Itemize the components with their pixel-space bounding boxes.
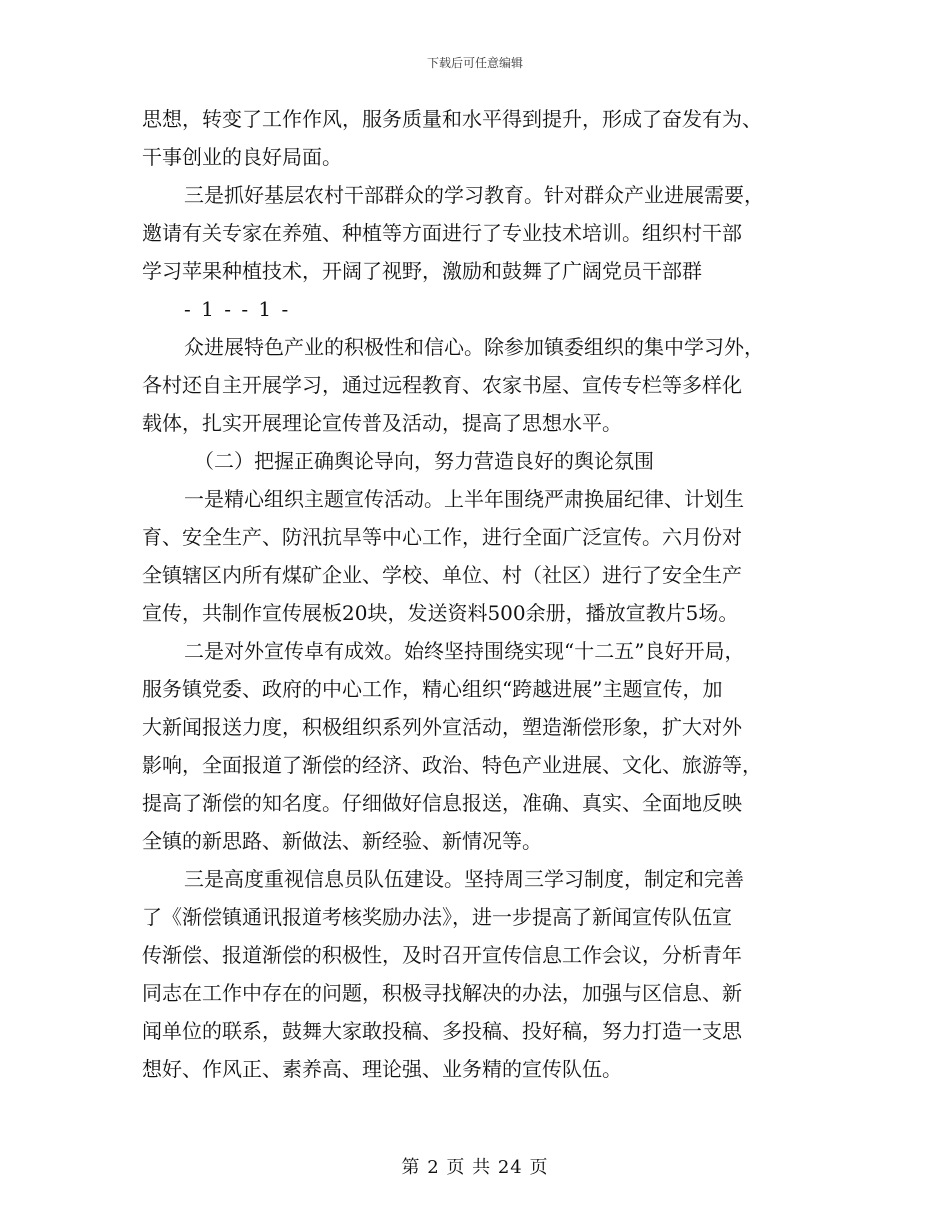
page-footer: 第 2 页 共 24 页 [401, 1157, 549, 1178]
text-line: 想好、作风正、素养高、理论强、业务精的宣传队伍。 [142, 1057, 622, 1081]
text-line: 全镇辖区内所有煤矿企业、学校、单位、村（社区）进行了安全生产 [142, 563, 742, 587]
text-line: 邀请有关专家在养殖、种植等方面进行了专业技术培训。组织村干部 [142, 221, 742, 245]
text-line: 各村还自主开展学习，通过远程教育、农家书屋、宣传专栏等多样化 [142, 373, 742, 397]
text-line: 传渐偿、报道渐偿的积极性，及时召开宣传信息工作会议，分析青年 [142, 943, 742, 967]
text-line: 大新闻报送力度，积极组织系列外宣活动，塑造渐偿形象，扩大对外 [142, 715, 742, 739]
paragraph-start: 三是抓好基层农村干部群众的学习教育。针对群众产业进展需要， [184, 183, 764, 207]
text-line: 学习苹果种植技术，开阔了视野，激励和鼓舞了广阔党员干部群 [142, 259, 702, 283]
text-line: 干事创业的良好局面。 [142, 145, 342, 169]
text-line: 育、安全生产、防汛抗旱等中心工作，进行全面广泛宣传。六月份对 [142, 525, 742, 549]
text-line: 影响，全面报道了渐偿的经济、政治、特色产业进展、文化、旅游等， [142, 753, 762, 777]
paragraph-start: 三是高度重视信息员队伍建设。坚持周三学习制度，制定和完善 [184, 867, 744, 891]
inline-page-number: - 1 - - 1 - [184, 297, 291, 321]
page-header: 下载后可任意编辑 [426, 56, 523, 70]
paragraph-start: 二是对外宣传卓有成效。始终坚持围绕实现“十二五”良好开局， [184, 639, 745, 663]
text-line: 全镇的新思路、新做法、新经验、新情况等。 [142, 829, 542, 853]
text-line: 同志在工作中存在的问题，积极寻找解决的办法，加强与区信息、新 [142, 981, 742, 1005]
text-line: 提高了渐偿的知名度。仔细做好信息报送，准确、真实、全面地反映 [142, 791, 742, 815]
text-line: 思想，转变了工作作风，服务质量和水平得到提升，形成了奋发有为、 [142, 107, 762, 131]
section-heading: （二）把握正确舆论导向，努力营造良好的舆论氛围 [194, 449, 654, 473]
text-line: 服务镇党委、政府的中心工作，精心组织“跨越进展”主题宣传，加 [142, 677, 723, 701]
text-line: 了《渐偿镇通讯报道考核奖励办法》，进一步提高了新闻宣传队伍宣 [142, 905, 732, 929]
text-line: 闻单位的联系，鼓舞大家敢投稿、多投稿、投好稿，努力打造一支思 [142, 1019, 742, 1043]
document-body [142, 100, 810, 1088]
text-line: 宣传，共制作宣传展板20块，发送资料500余册，播放宣教片5场。 [142, 601, 739, 625]
text-line: 载体，扎实开展理论宣传普及活动，提高了思想水平。 [142, 411, 622, 435]
paragraph-start: 众进展特色产业的积极性和信心。除参加镇委组织的集中学习外， [184, 335, 764, 359]
paragraph-start: 一是精心组织主题宣传活动。上半年围绕严肃换届纪律、计划生 [184, 487, 744, 511]
